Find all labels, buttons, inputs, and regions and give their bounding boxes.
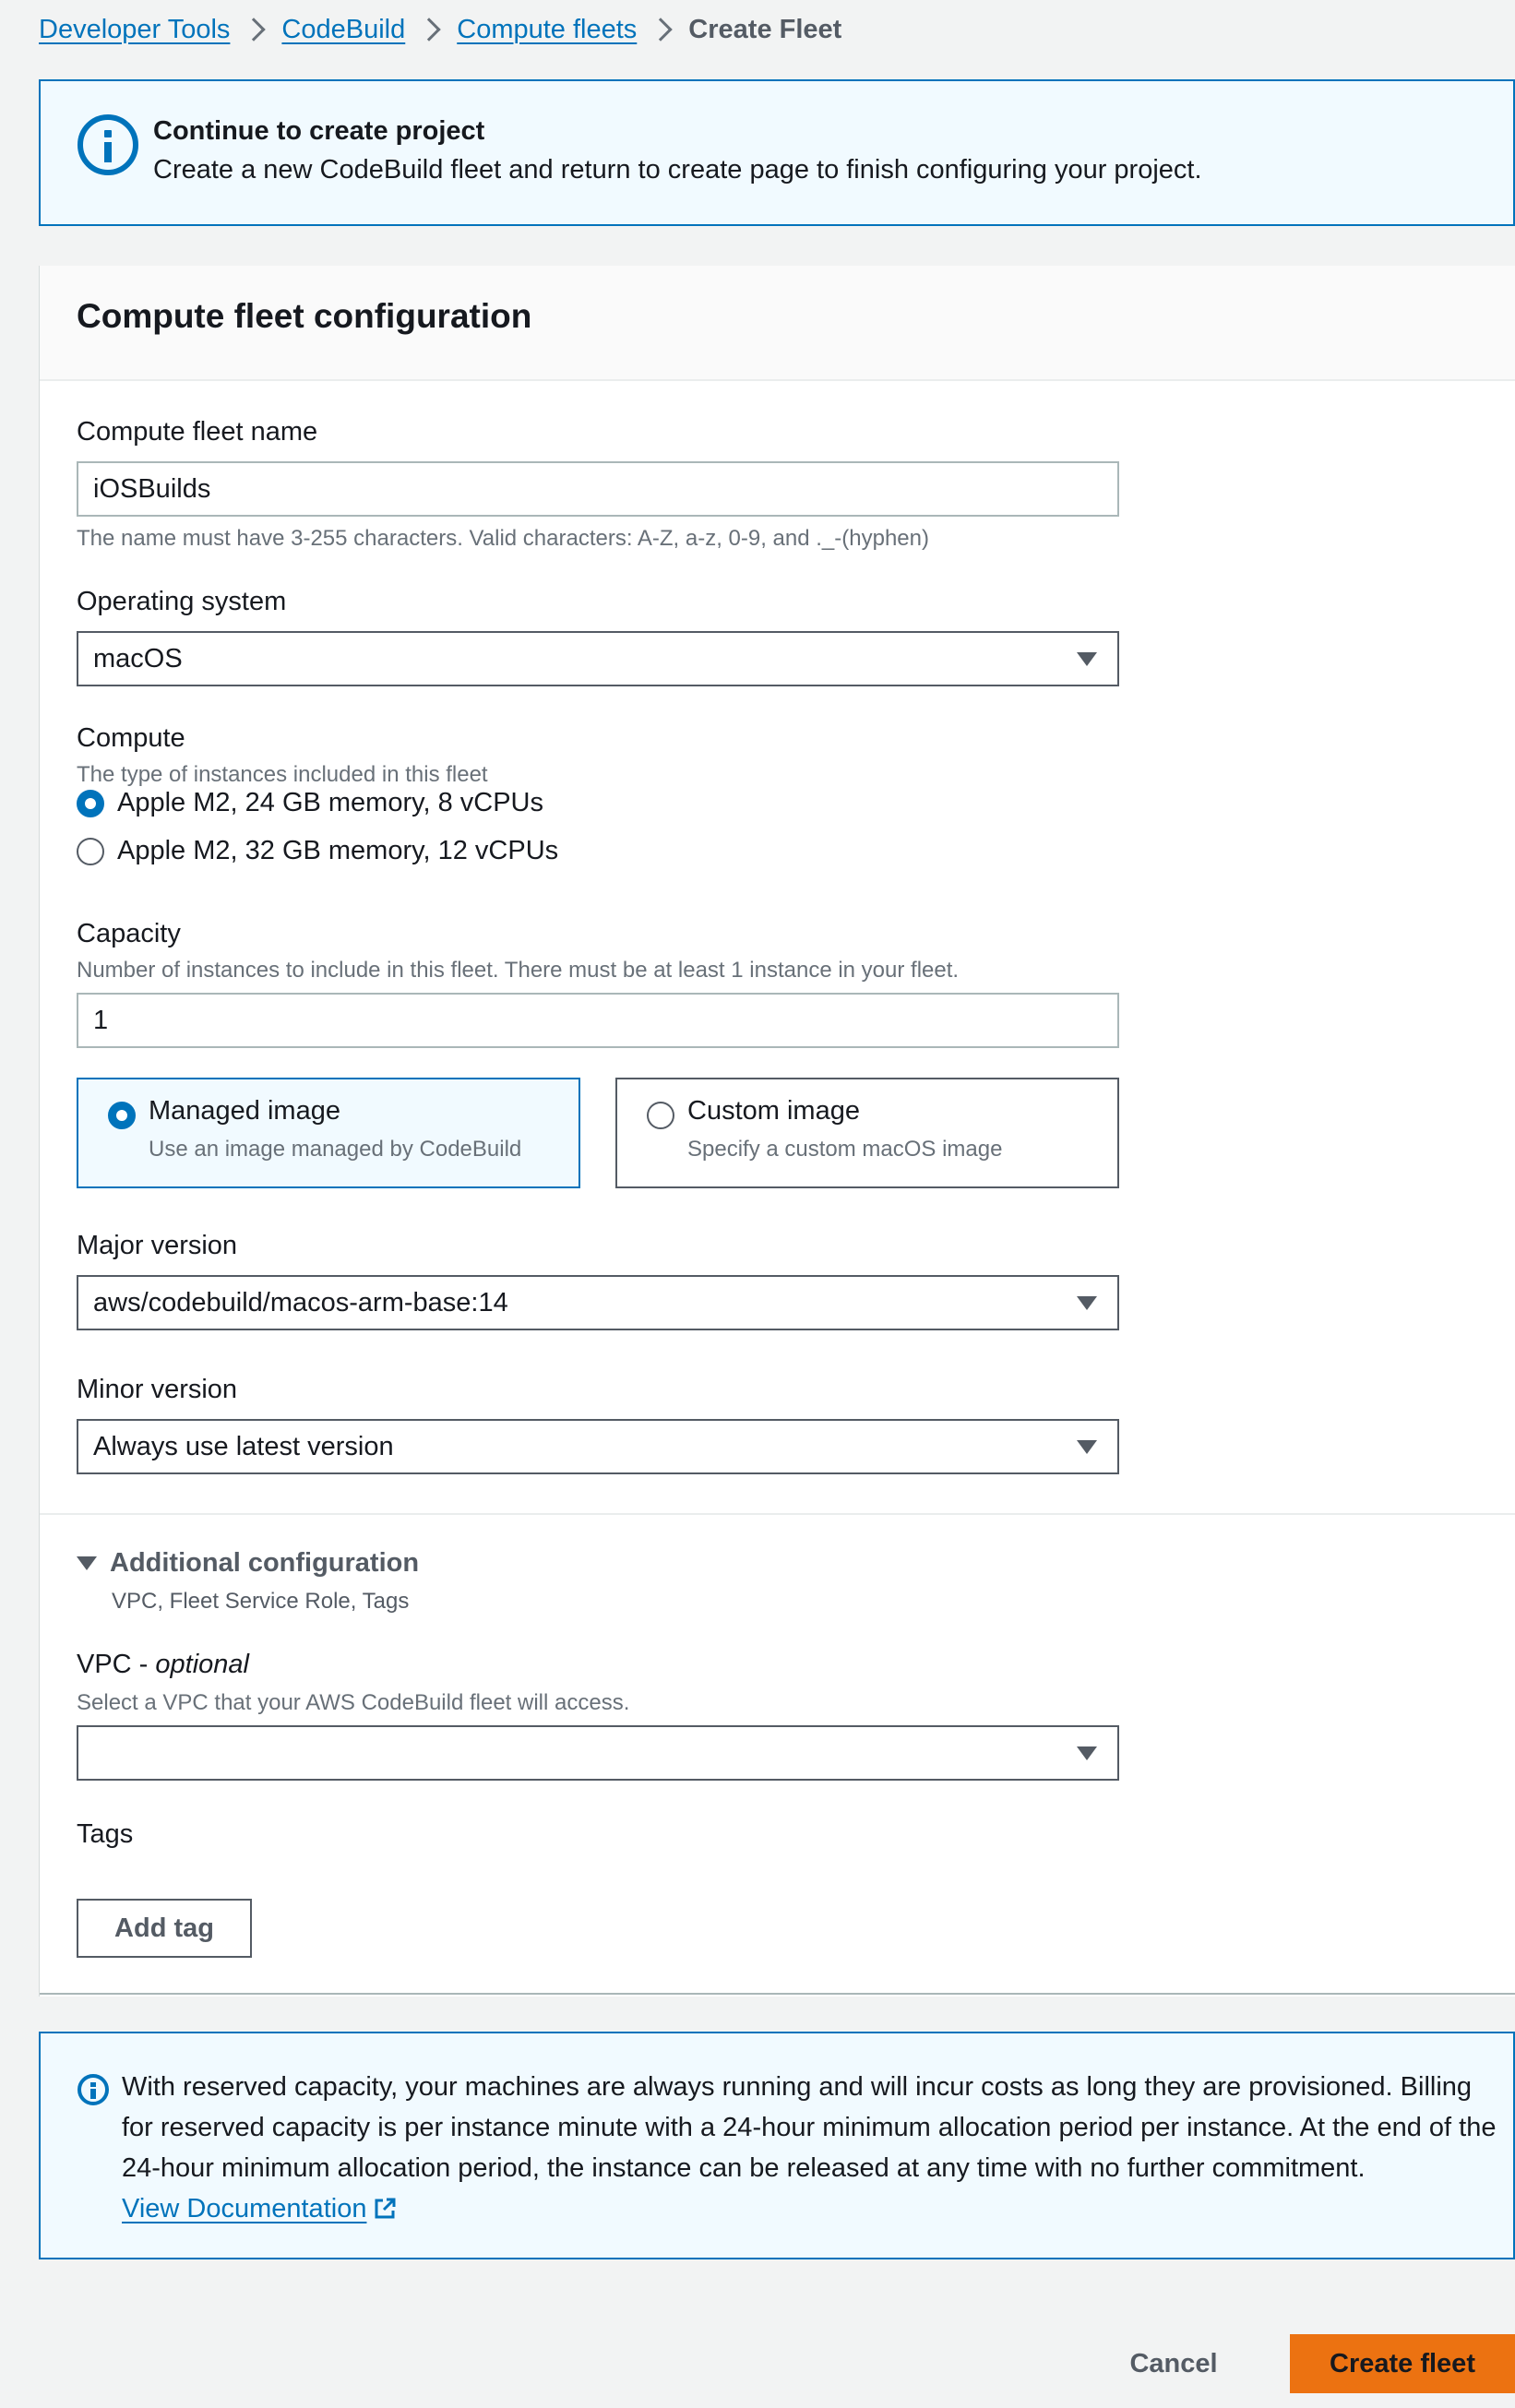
info-icon: [78, 114, 138, 175]
fleet-name-hint: The name must have 3-255 characters. Valid characters: A-Z, a-z, 0-9, and ._-(hyphen): [77, 526, 929, 551]
vpc-select[interactable]: [77, 1725, 1119, 1781]
cancel-button[interactable]: Cancel: [1129, 2348, 1218, 2378]
radio-unselected-icon[interactable]: [647, 1102, 674, 1129]
view-documentation-link[interactable]: [122, 2188, 398, 2229]
breadcrumb-codebuild[interactable]: CodeBuild: [281, 14, 406, 44]
fleet-name-value: iOSBuilds: [93, 473, 211, 504]
info-icon: [78, 2074, 109, 2105]
custom-image-desc: Specify a custom macOS image: [687, 1137, 1003, 1162]
create-fleet-button[interactable]: Create fleet: [1290, 2334, 1515, 2393]
info-flash-reserved-capacity: [39, 2032, 1515, 2259]
info-flash-continue: [39, 79, 1515, 226]
external-link-icon: [372, 2196, 398, 2222]
managed-image-desc: Use an image managed by CodeBuild: [149, 1137, 522, 1162]
vpc-description: Select a VPC that your AWS CodeBuild fleet will access.: [77, 1690, 630, 1715]
panel-title: Compute fleet configuration: [77, 297, 532, 335]
operating-system-label: Operating system: [77, 587, 287, 616]
capacity-input[interactable]: [77, 993, 1119, 1048]
additional-configuration-subtitle: VPC, Fleet Service Role, Tags: [112, 1589, 410, 1614]
managed-image-tile[interactable]: [77, 1078, 580, 1188]
compute-option-label: Apple M2, 24 GB memory, 8 vCPUs: [117, 788, 544, 817]
caret-down-icon: [77, 1556, 97, 1570]
vpc-optional-tag: optional: [155, 1650, 249, 1679]
breadcrumb-compute-fleets[interactable]: Compute fleets: [457, 14, 638, 44]
section-divider: [40, 1513, 1515, 1515]
major-version-label: Major version: [77, 1231, 238, 1260]
add-tag-button[interactable]: Add tag: [77, 1899, 252, 1958]
compute-fleet-configuration-panel: [39, 266, 1515, 1997]
fleet-name-label: Compute fleet name: [77, 417, 318, 447]
operating-system-select[interactable]: [77, 631, 1119, 686]
custom-image-title: Custom image: [687, 1096, 860, 1126]
radio-unselected-icon[interactable]: [77, 838, 104, 865]
radio-selected-icon[interactable]: [108, 1102, 136, 1129]
tags-label: Tags: [77, 1819, 134, 1849]
capacity-description: Number of instances to include in this fleet. There must be at least 1 instance in your fleet.: [77, 958, 960, 983]
minor-version-label: Minor version: [77, 1375, 238, 1404]
major-version-value: aws/codebuild/macos-arm-base:14: [93, 1287, 508, 1317]
flash-bottom-text: [122, 2067, 1506, 2229]
chevron-right-icon: [230, 9, 281, 50]
compute-option-m2-24gb[interactable]: [77, 788, 543, 818]
panel-header: [40, 266, 1515, 381]
reserved-capacity-message: With reserved capacity, your machines are always running and will incur costs as long they are provisioned. Billing for reserved capacity is per instance minute with a 24-hour minimum allocation period per instance. At the end of the 24-hour minimum allocation period, the instance can be released at any time with no further commitment.: [122, 2072, 1497, 2183]
custom-image-tile[interactable]: [615, 1078, 1119, 1188]
panel-bottom-border: [40, 1993, 1515, 1995]
operating-system-value: macOS: [93, 643, 183, 674]
minor-version-select[interactable]: [77, 1419, 1119, 1474]
breadcrumb: [39, 9, 841, 50]
compute-description: The type of instances included in this fleet: [77, 762, 488, 787]
fleet-name-input[interactable]: [77, 461, 1119, 517]
vpc-label: [77, 1650, 249, 1680]
compute-option-label: Apple M2, 32 GB memory, 12 vCPUs: [117, 836, 559, 865]
major-version-select[interactable]: [77, 1275, 1119, 1330]
view-documentation-label: View Documentation: [122, 2194, 367, 2223]
chevron-right-icon: [405, 9, 457, 50]
breadcrumb-developer-tools[interactable]: Developer Tools: [39, 14, 231, 44]
caret-down-icon: [1077, 652, 1097, 666]
caret-down-icon: [1077, 1440, 1097, 1454]
flash-title: Continue to create project: [153, 116, 485, 146]
chevron-right-icon: [637, 9, 688, 50]
flash-body: Create a new CodeBuild fleet and return to create page to finish configuring your project.: [153, 155, 1202, 185]
capacity-label: Capacity: [77, 919, 181, 948]
compute-label: Compute: [77, 723, 185, 753]
caret-down-icon: [1077, 1746, 1097, 1760]
capacity-value: 1: [93, 1005, 109, 1035]
minor-version-value: Always use latest version: [93, 1431, 394, 1461]
compute-option-m2-32gb[interactable]: [77, 836, 558, 866]
managed-image-title: Managed image: [149, 1096, 340, 1126]
additional-configuration-title: Additional configuration: [110, 1548, 420, 1578]
radio-selected-icon[interactable]: [77, 790, 104, 817]
caret-down-icon: [1077, 1296, 1097, 1310]
additional-configuration-toggle[interactable]: [77, 1548, 419, 1579]
breadcrumb-current: Create Fleet: [688, 14, 842, 44]
vpc-label-text: VPC -: [77, 1650, 156, 1679]
